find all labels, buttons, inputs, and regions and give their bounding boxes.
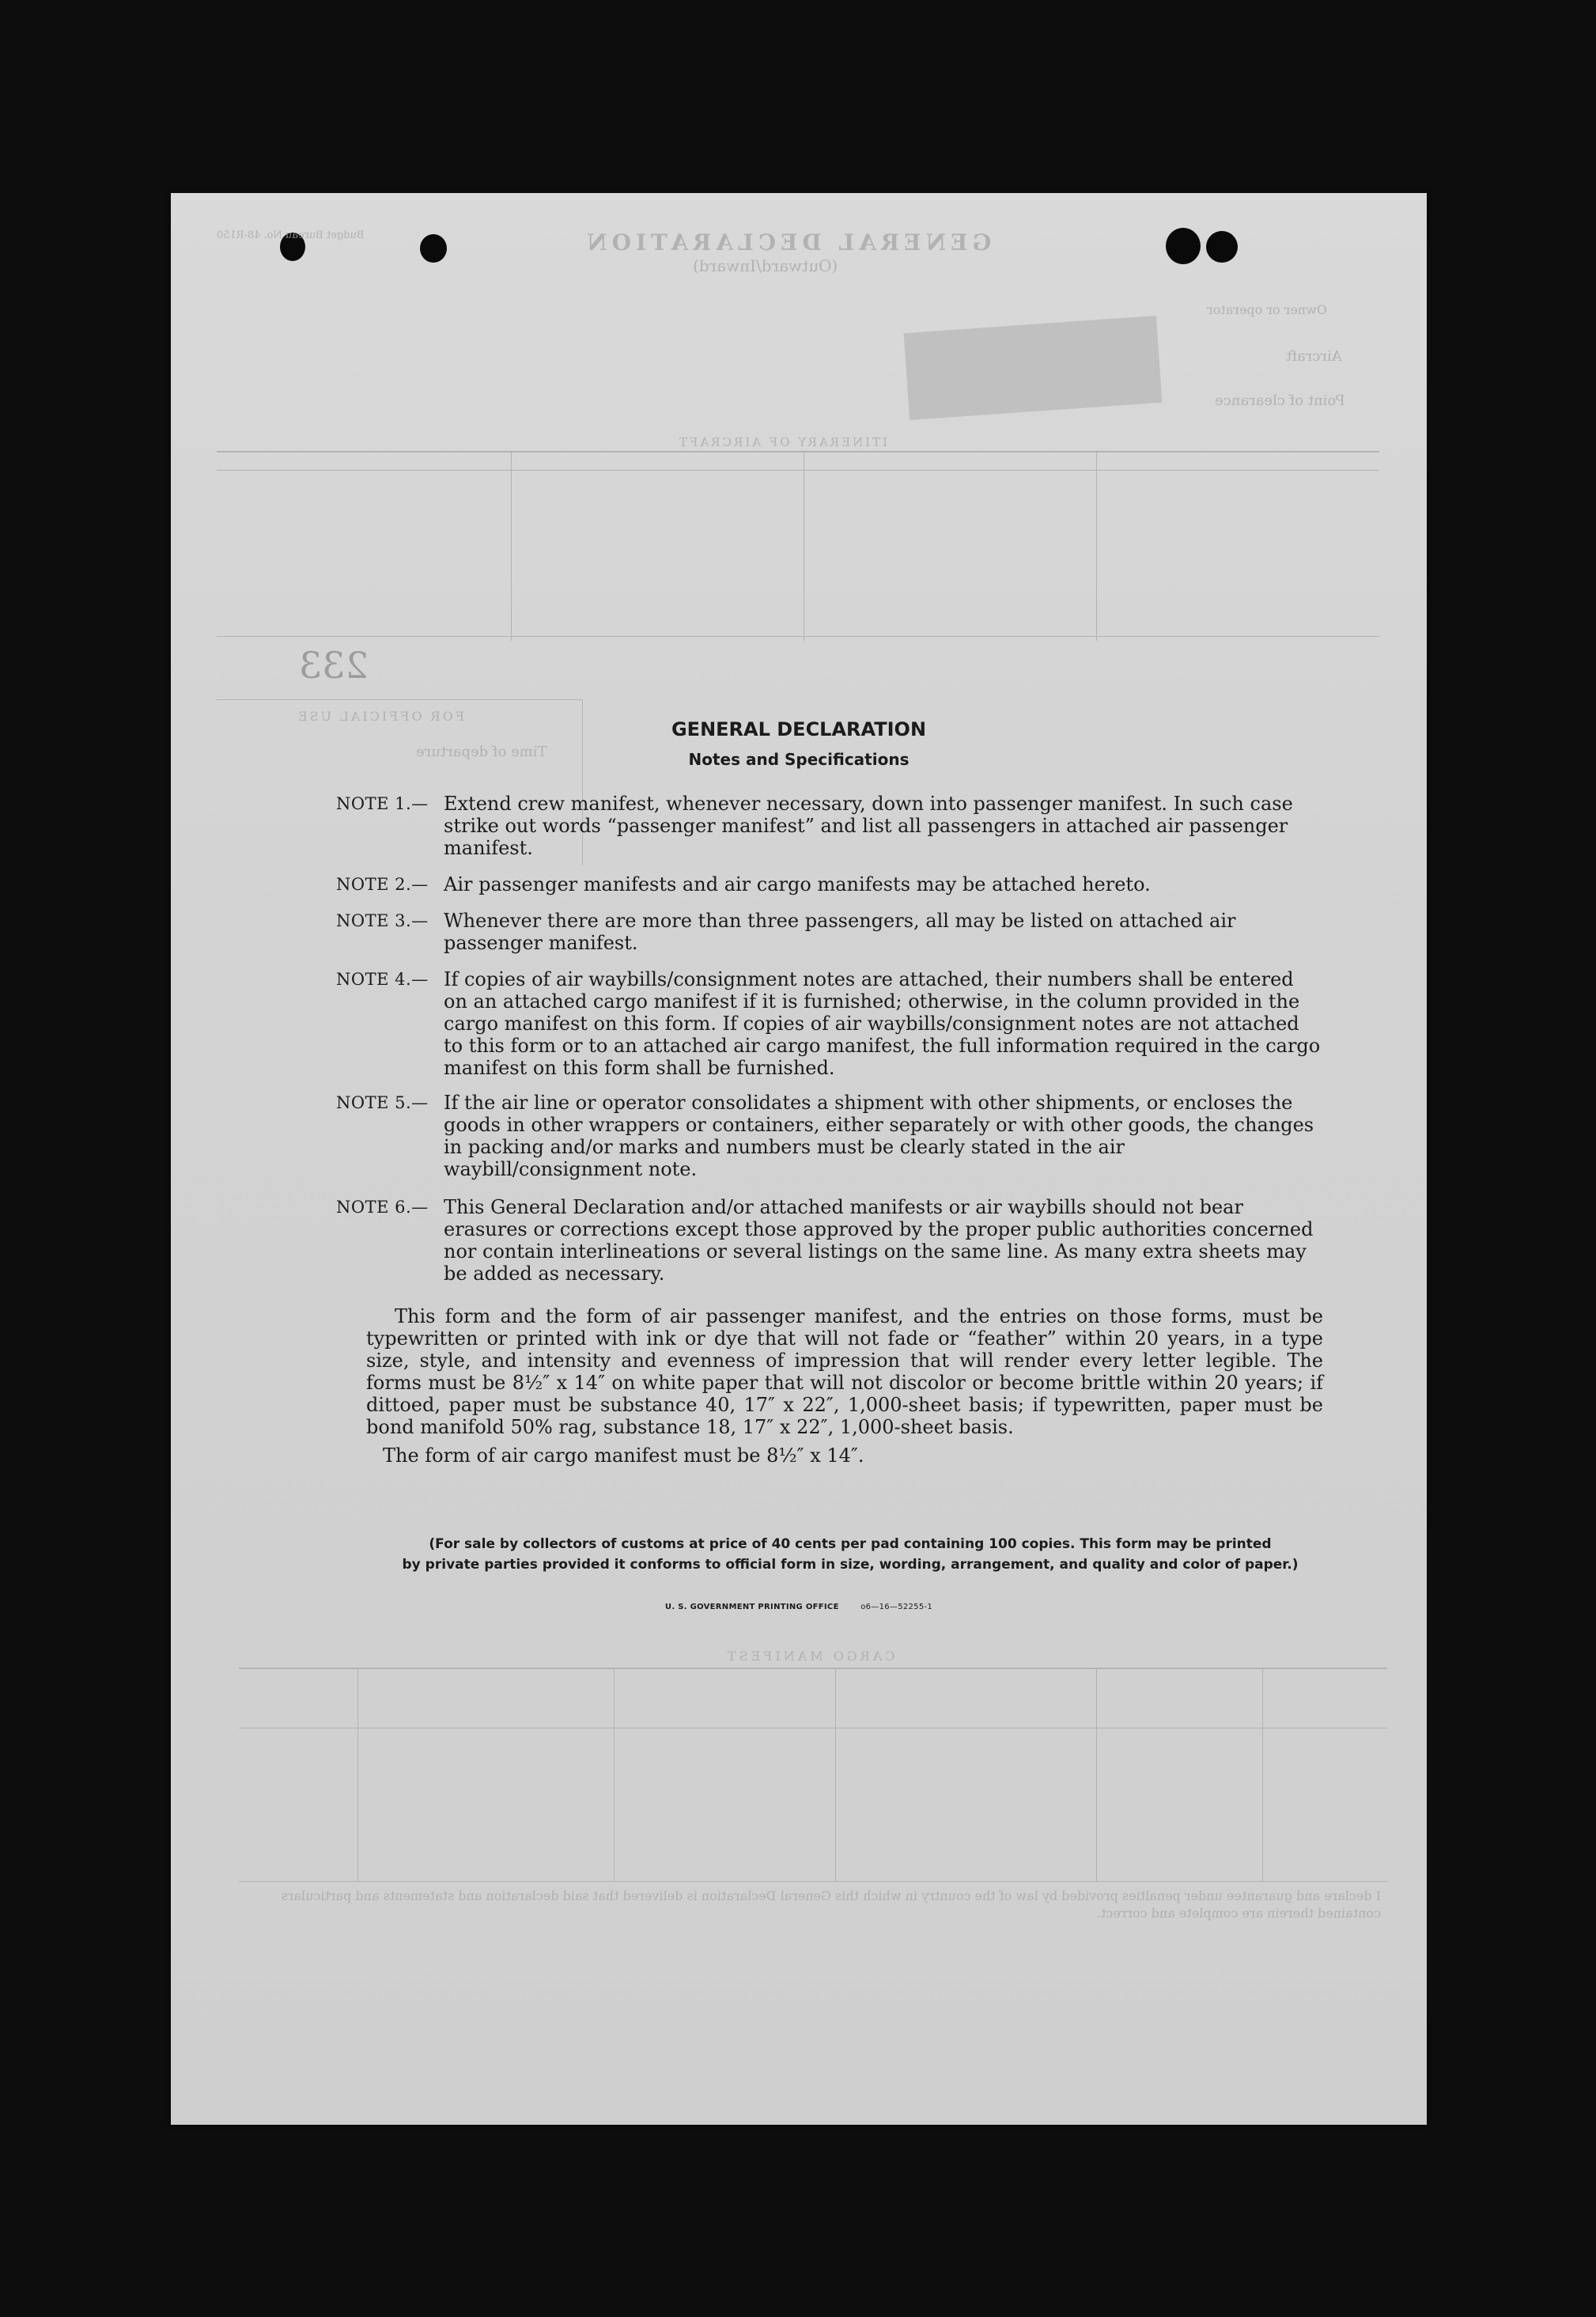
- paper-spec-text: This form and the form of air passenger manifest, and the entries on those forms, must be typewritten or printed with ink or dye that will not fade or “feather” within 20 years, in a type size, style, and intensity and evenness of impression that will render every letter legible. The forms must be 8½″ x 14″ on white paper that will not discolor or become brittle within 20 years; if dittoed, paper must be substance 40, 17″ x 22″, 1,000-sheet basis; if typewritten, paper must be bond manifold 50% rag, substance 18, 17″ x 22″, 1,000-sheet basis.: [366, 1305, 1323, 1438]
- note-5-text: If the air line or operator consolidates a shipment with other shipments, or encloses the goods in other wrappers or containers, either separately or with other goods, the changes in packing and/or marks and numbers must be clearly stated in the air waybill/consignment note.: [444, 1092, 1314, 1180]
- note-3: [336, 910, 1322, 954]
- note-3-label: NOTE 3.—: [336, 911, 429, 930]
- note-2-text: Air passenger manifests and air cargo manifests may be attached hereto.: [444, 873, 1151, 895]
- gpo-label: U. S. GOVERNMENT PRINTING OFFICE: [664, 1603, 839, 1611]
- ghost-itinerary: ITINERARY OF AIRCRAFT: [677, 435, 888, 449]
- note-1-text: Extend crew manifest, whenever necessary, down into passenger manifest. In such case strike out words “passenger manifest” and list all passengers in attached air passenger manifest.: [444, 793, 1293, 859]
- page-subtitle: Notes and Specifications: [688, 750, 910, 769]
- note-3-text: Whenever there are more than three passengers, all may be listed on attached air passenger manifest.: [444, 910, 1236, 954]
- ghost-header: GENERAL DECLARATION: [582, 229, 992, 256]
- ghost-clearance: Point of clearance: [1215, 392, 1345, 409]
- ghost-subheader: (Outward/Inward): [693, 256, 838, 275]
- note-1: [336, 793, 1322, 859]
- note-6: [336, 1196, 1322, 1285]
- notes-page: [171, 193, 1427, 2125]
- gpo-imprint: [171, 1603, 1427, 1611]
- note-6-text: This General Declaration and/or attached manifests or air waybills should not bear erasures or corrections except those approved by the proper public authorities concerned nor contain interlineations or several listings on the same line. As many extra sheets may be added as necessary.: [444, 1196, 1314, 1285]
- ghost-declare: I declare and guarantee under penalties provided by law of the country in which this General Declaration is delivered that said declaration and statements and particulars contained therein are complete and correct.: [281, 1888, 1381, 1921]
- sale-line-1: (For sale by collectors of customs at price of 40 cents per pad containing 100 copies. This form may be printed: [429, 1536, 1272, 1552]
- ghost-number: 233: [299, 644, 369, 687]
- note-4-text: If copies of air waybills/consignment notes are attached, their numbers shall be entered on an attached cargo manifest if it is furnished; otherwise, in the column provided in the cargo manifest on this form. If copies of air waybills/consignment notes are not attached to this form or to an attached air cargo manifest, the full information required in the cargo manifest on this form shall be furnished.: [444, 968, 1321, 1079]
- sale-line-2: by private parties provided it conforms to official form in size, wording, arrangement, and quality and color of paper.): [402, 1557, 1299, 1573]
- document-page: [171, 193, 1427, 2125]
- ghost-aircraft: Aircraft: [1286, 348, 1342, 365]
- ghost-budget: Budget Bureau No. 48-R150: [217, 229, 365, 241]
- paper-spec-paragraph: [366, 1305, 1323, 1438]
- note-4: [336, 968, 1322, 1079]
- ghost-owner: Owner or operator: [1207, 302, 1327, 317]
- note-4-label: NOTE 4.—: [336, 970, 429, 989]
- note-5-label: NOTE 5.—: [336, 1093, 429, 1112]
- note-5: [336, 1092, 1322, 1180]
- cargo-size-line: The form of air cargo manifest must be 8½″ x 14″.: [383, 1444, 864, 1467]
- ghost-time-departure: Time of departure: [416, 744, 547, 760]
- ghost-official-use: FOR OFFICIAL USE: [296, 709, 464, 724]
- gpo-code: o6—16—52255-1: [860, 1603, 933, 1611]
- note-6-label: NOTE 6.—: [336, 1198, 429, 1217]
- note-2-label: NOTE 2.—: [336, 875, 429, 894]
- note-1-label: NOTE 1.—: [336, 794, 429, 813]
- page-title: GENERAL DECLARATION: [671, 718, 927, 740]
- ghost-cargo-manifest: CARGO MANIFEST: [724, 1649, 895, 1664]
- note-2: [336, 873, 1322, 895]
